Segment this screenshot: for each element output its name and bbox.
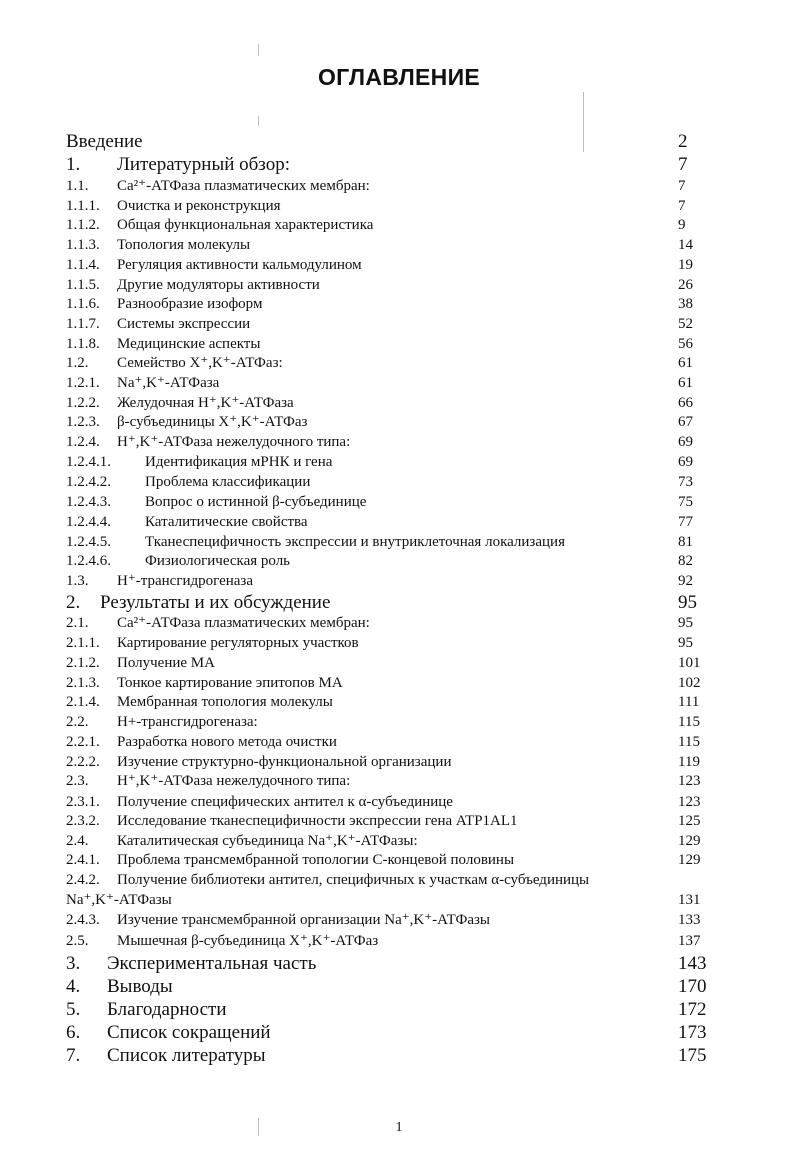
toc-entry-page: 95 (678, 615, 693, 631)
toc-entry-number: 4. (66, 976, 81, 997)
toc-entry-number: 2. (66, 592, 81, 613)
toc-entry-page: 19 (678, 257, 693, 273)
toc-entry-page: 67 (678, 414, 693, 430)
toc-entry (0, 513, 798, 535)
toc-entry-title: Каталитическая субъединица Na⁺,K⁺-АТФазы: (117, 833, 418, 849)
toc-entry (0, 236, 798, 258)
toc-entry (0, 433, 798, 455)
toc-entry-title: Na⁺,K⁺-АТФаза (117, 375, 220, 391)
toc-entry-number: 1.1.2. (66, 217, 100, 233)
toc-entry-page: 173 (678, 1022, 707, 1043)
toc-entry (0, 453, 798, 475)
toc-entry (0, 713, 798, 735)
scan-mark (258, 44, 259, 56)
toc-entry-title: Проблема трансмембранной топологии С-концевой половины (117, 852, 515, 868)
toc-entry-number: 2.1.4. (66, 694, 100, 710)
toc-entry-title: Выводы (107, 976, 173, 997)
toc-entry-title: Проблема классификации (145, 474, 311, 490)
toc-entry-page: 115 (678, 734, 700, 750)
toc-entry-title: H⁺,K⁺-АТФаза нежелудочного типа: (117, 434, 351, 450)
toc-entry-number: 1.1.3. (66, 237, 100, 253)
toc-entry (0, 1045, 798, 1067)
toc-entry-title: H⁺-трансгидрогеназа (117, 573, 254, 589)
toc-entry-title: Исследование тканеспецифичности экспрессии гена ATP1AL1 (117, 813, 518, 829)
toc-entry-page: 52 (678, 316, 693, 332)
toc-entry-page: 143 (678, 953, 707, 974)
toc-entry (0, 953, 798, 975)
toc-entry-page: 26 (678, 277, 693, 293)
toc-entry-title: Желудочная H⁺,K⁺-АТФаза (117, 395, 294, 411)
toc-entry (0, 572, 798, 594)
toc-entry-page: 7 (678, 154, 688, 175)
toc-entry-page: 69 (678, 434, 693, 450)
toc-entry-title: Na⁺,K⁺-АТФазы (66, 892, 172, 908)
toc-entry-number: 2.4. (66, 833, 89, 849)
toc-entry-title: Изучение структурно-функциональной организации (117, 754, 452, 770)
toc-entry (0, 976, 798, 998)
toc-entry-page: 61 (678, 355, 693, 371)
toc-entry-page: 73 (678, 474, 693, 490)
toc-entry-number: Введение (66, 131, 143, 152)
toc-entry-page: 81 (678, 534, 693, 550)
toc-entry (0, 354, 798, 376)
toc-entry-title: Литературный обзор: (117, 154, 290, 175)
toc-entry-title: Получение МА (117, 655, 215, 671)
toc-entry (0, 654, 798, 676)
toc-entry-title: Идентификация мРНК и гена (145, 454, 333, 470)
toc-entry-page: 172 (678, 999, 707, 1020)
toc-entry (0, 634, 798, 656)
toc-entry-number: 2.1.2. (66, 655, 100, 671)
toc-entry-title: Благодарности (107, 999, 227, 1020)
toc-entry-page: 82 (678, 553, 693, 569)
toc-entry (0, 216, 798, 238)
toc-entry (0, 733, 798, 755)
toc-entry-number: 2.1.1. (66, 635, 100, 651)
toc-entry-title: Регуляция активности кальмодулином (117, 257, 362, 273)
toc-entry-title: Экспериментальная часть (107, 953, 317, 974)
toc-entry-title: Ca²⁺-АТФаза плазматических мембран: (117, 615, 370, 631)
toc-entry-number: 1.2. (66, 355, 89, 371)
toc-entry (0, 493, 798, 515)
toc-entry (0, 295, 798, 317)
toc-entry (0, 851, 798, 873)
toc-entry-number: 7. (66, 1045, 81, 1066)
toc-entry (0, 413, 798, 435)
toc-entry-number: 1.2.4. (66, 434, 100, 450)
toc-entry-page: 77 (678, 514, 693, 530)
toc-entry-title: Физиологическая роль (145, 553, 291, 569)
toc-entry-title: Мышечная β-субъединица X⁺,K⁺-АТФаз (117, 933, 379, 949)
toc-entry-number: 2.2.1. (66, 734, 100, 750)
toc-entry (0, 374, 798, 396)
toc-entry (0, 1022, 798, 1044)
toc-entry-number: 1.2.4.5. (66, 534, 111, 550)
toc-entry (0, 473, 798, 495)
toc-entry-number: 6. (66, 1022, 81, 1043)
toc-entry-title: Системы экспрессии (117, 316, 251, 332)
toc-entry (0, 552, 798, 574)
toc-entry-page: 66 (678, 395, 693, 411)
toc-entry (0, 614, 798, 636)
toc-entry-title: Другие модуляторы активности (117, 277, 320, 293)
toc-entry-title: β-субъединицы X⁺,K⁺-АТФаз (117, 414, 308, 430)
toc-entry-page: 111 (678, 694, 700, 710)
toc-entry-page: 92 (678, 573, 693, 589)
toc-entry-number: 1.2.3. (66, 414, 100, 430)
toc-entry-page: 69 (678, 454, 693, 470)
toc-entry-page: 9 (678, 217, 686, 233)
toc-entry-page: 14 (678, 237, 693, 253)
toc-entry-page: 95 (678, 592, 697, 613)
toc-entry-number: 1.1.6. (66, 296, 100, 312)
toc-entry (0, 871, 798, 893)
toc-entry-page: 2 (678, 131, 688, 152)
toc-entry (0, 772, 798, 794)
toc-entry-number: 2.3. (66, 773, 89, 789)
toc-entry-title: Разработка нового метода очистки (117, 734, 337, 750)
toc-entry (0, 154, 798, 176)
toc-entry-title: Вопрос о истинной β-субъединице (145, 494, 367, 510)
toc-entry-title: Список сокращений (107, 1022, 271, 1043)
toc-entry (0, 592, 798, 614)
toc-entry-number: 2.2. (66, 714, 89, 730)
toc-entry-page: 170 (678, 976, 707, 997)
toc-entry-number: 2.2.2. (66, 754, 100, 770)
toc-entry-title: Результаты и их обсуждение (100, 592, 331, 613)
toc-entry (0, 932, 798, 954)
toc-entry-number: 1.1.5. (66, 277, 100, 293)
toc-entry (0, 911, 798, 933)
toc-entry-number: 2.3.1. (66, 794, 100, 810)
toc-entry-page: 125 (678, 813, 701, 829)
page-number: 1 (395, 1120, 403, 1135)
toc-entry-number: 1. (66, 154, 81, 175)
toc-entry-page: 38 (678, 296, 693, 312)
toc-entry-title: H⁺,K⁺-АТФаза нежелудочного типа: (117, 773, 351, 789)
toc-entry-page: 95 (678, 635, 693, 651)
toc-entry-number: 1.2.4.2. (66, 474, 111, 490)
toc-entry-title: Семейство X⁺,K⁺-АТФаз: (117, 355, 283, 371)
toc-entry (0, 315, 798, 337)
toc-entry-page: 131 (678, 892, 701, 908)
toc-entry-title: Изучение трансмембранной организации Na⁺,K⁺-АТФазы (117, 912, 490, 928)
toc-entry-page: 123 (678, 794, 701, 810)
toc-entry-page: 75 (678, 494, 693, 510)
toc-entry-title: Получение специфических антител к α-субъединице (117, 794, 453, 810)
toc-entry-title: H+-трансгидрогеназа: (117, 714, 258, 730)
page-title: ОГЛАВЛЕНИЕ (317, 64, 481, 90)
toc-entry-title: Топология молекулы (117, 237, 251, 253)
toc-entry-number: 2.4.2. (66, 872, 100, 888)
toc-entry-title: Очистка и реконструкция (117, 198, 281, 214)
toc-entry (0, 131, 798, 153)
toc-entry-page: 7 (678, 178, 686, 194)
toc-entry-number: 2.5. (66, 933, 89, 949)
toc-entry-title: Картирование регуляторных участков (117, 635, 359, 651)
toc-entry-page: 7 (678, 198, 686, 214)
toc-entry-number: 1.2.1. (66, 375, 100, 391)
toc-entry-title: Тканеспецифичность экспрессии и внутриклеточная локализация (145, 534, 565, 550)
toc-entry (0, 891, 798, 913)
toc-entry-title: Список литературы (107, 1045, 266, 1066)
toc-entry-page: 102 (678, 675, 701, 691)
toc-entry (0, 812, 798, 834)
toc-entry-number: 3. (66, 953, 81, 974)
toc-entry-number: 1.2.4.6. (66, 553, 111, 569)
toc-entry-number: 2.3.2. (66, 813, 100, 829)
toc-entry-page: 101 (678, 655, 701, 671)
scan-mark (583, 92, 584, 152)
toc-entry-title: Мембранная топология молекулы (117, 694, 333, 710)
scan-mark (258, 116, 259, 126)
toc-entry-page: 133 (678, 912, 701, 928)
toc-entry-number: 1.1.8. (66, 336, 100, 352)
toc-entry-title: Каталитические свойства (145, 514, 308, 530)
toc-entry-number: 1.2.2. (66, 395, 100, 411)
toc-entry-title: Получение библиотеки антител, специфичных к участкам α-субъединицы (117, 872, 590, 888)
toc-entry-page: 119 (678, 754, 700, 770)
toc-entry-number: 2.4.1. (66, 852, 100, 868)
toc-entry-number: 1.1.7. (66, 316, 100, 332)
toc-entry-number: 1.1. (66, 178, 89, 194)
toc-entry-title: Тонкое картирование эпитопов МА (117, 675, 343, 691)
toc-entry-page: 129 (678, 852, 701, 868)
toc-entry-number: 1.3. (66, 573, 89, 589)
toc-entry-page: 129 (678, 833, 701, 849)
toc-entry-number: 5. (66, 999, 81, 1020)
toc-entry-number: 2.1. (66, 615, 89, 631)
toc-entry-page: 123 (678, 773, 701, 789)
toc-entry-number: 1.2.4.1. (66, 454, 111, 470)
toc-entry-page: 56 (678, 336, 693, 352)
toc-entry-number: 2.1.3. (66, 675, 100, 691)
toc-entry-number: 2.4.3. (66, 912, 100, 928)
toc-entry-number: 1.2.4.4. (66, 514, 111, 530)
toc-entry-title: Ca²⁺-АТФаза плазматических мембран: (117, 178, 370, 194)
toc-entry-number: 1.2.4.3. (66, 494, 111, 510)
toc-entry-title: Разнообразие изоформ (117, 296, 263, 312)
toc-entry (0, 256, 798, 278)
toc-entry-page: 115 (678, 714, 700, 730)
toc-entry-number: 1.1.4. (66, 257, 100, 273)
toc-entry-page: 61 (678, 375, 693, 391)
toc-entry (0, 999, 798, 1021)
toc-entry-number: 1.1.1. (66, 198, 100, 214)
toc-entry (0, 177, 798, 199)
toc-entry-page: 175 (678, 1045, 707, 1066)
toc-entry-title: Медицинские аспекты (117, 336, 261, 352)
toc-entry-page: 137 (678, 933, 701, 949)
toc-entry (0, 693, 798, 715)
toc-entry-title: Общая функциональная характеристика (117, 217, 374, 233)
